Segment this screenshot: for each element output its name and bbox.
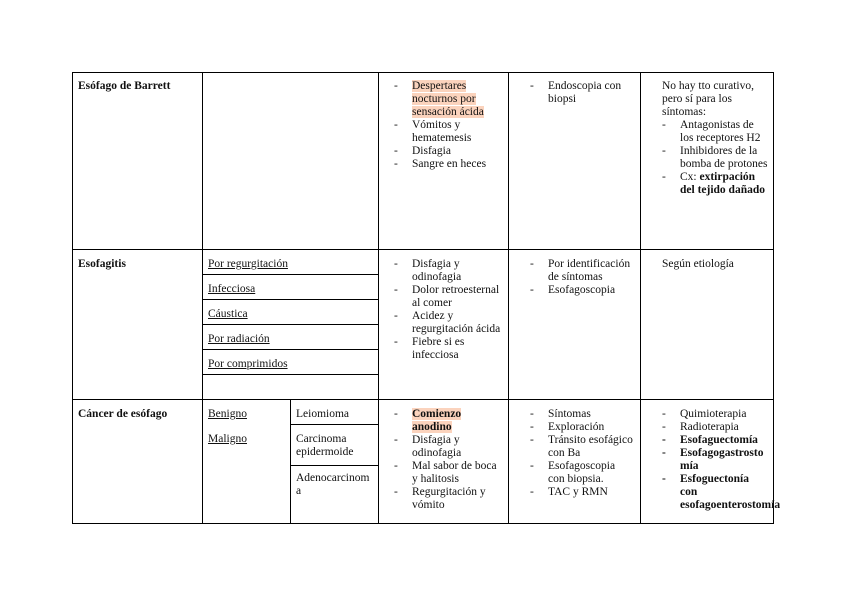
list-item: - Esofagoscopia con biopsia. (530, 460, 634, 486)
type-divider (202, 349, 378, 350)
cancer-benigno: Benigno (208, 408, 247, 420)
subtype-adenocarcinoma: Adenocarcinoma (296, 472, 370, 497)
barrett-treatment (662, 80, 768, 197)
type-regurgitacion: Por regurgitación (208, 258, 288, 270)
list-item: - Esfoguectonía con esofagoenterostomía (662, 473, 768, 512)
list-item: - Por identificación de síntomas (530, 258, 634, 284)
list-item: - Disfagia y odinofagia (394, 258, 502, 284)
table-border-right (773, 72, 774, 524)
type-caustica: Cáustica (208, 308, 248, 320)
table-border-left (72, 72, 73, 524)
list-item: - Síntomas (530, 408, 634, 421)
list-item: - Radioterapia (662, 421, 768, 434)
list-item: - Esofagoscopia (530, 284, 634, 297)
row-divider-2 (72, 399, 774, 400)
list-item: - Disfagia (394, 145, 502, 158)
cancer-symptoms (394, 408, 502, 512)
type-divider (202, 324, 378, 325)
col-divider-3 (508, 72, 509, 524)
row-title-cancer: Cáncer de esófago (78, 408, 168, 420)
esofagitis-diagnosis (530, 258, 634, 297)
list-item: - Dolor retroesternal al comer (394, 284, 502, 310)
list-item: - Tránsito esofágico con Ba (530, 434, 634, 460)
type-divider (202, 374, 378, 375)
type-radiacion: Por radiación (208, 333, 270, 345)
list-item: - Antagonistas de los receptores H2 (662, 119, 768, 145)
row-title-barrett: Esófago de Barrett (78, 80, 171, 92)
comparison-table (72, 72, 781, 524)
table-border-top (72, 72, 774, 73)
type-infecciosa: Infecciosa (208, 283, 256, 295)
row-title-esofagitis: Esofagitis (78, 258, 126, 270)
esofagitis-treatment: Según etiología (662, 258, 734, 270)
col-divider-2 (378, 72, 379, 524)
list-item: - Quimioterapia (662, 408, 768, 421)
list-item: - Endoscopia con biopsi (530, 80, 634, 106)
list-item: - Fiebre si es infecciosa (394, 336, 502, 362)
list-item: - Disfagia y odinofagia (394, 434, 502, 460)
col-divider-1 (202, 72, 203, 524)
list-item: - Vómitos y hematemesis (394, 119, 502, 145)
type-divider (202, 274, 378, 275)
barrett-diagnosis (530, 80, 634, 106)
cancer-diagnosis (530, 408, 634, 499)
list-item: - Acidez y regurgitación ácida (394, 310, 502, 336)
subtype-divider (290, 465, 378, 466)
list-item: - TAC y RMN (530, 486, 634, 499)
treatment-intro: No hay tto curativo, pero sí para los síntomas: (662, 80, 754, 118)
col-divider-sub (290, 399, 291, 524)
list-item: - Cx: extirpación del tejido dañado (662, 171, 768, 197)
subtype-carcinoma: Carcinoma epidermoide (296, 433, 354, 458)
list-item: - Sangre en heces (394, 158, 502, 171)
list-item: - Exploración (530, 421, 634, 434)
list-item: - Esofagogastrostomía (662, 447, 768, 473)
type-comprimidos: Por comprimidos (208, 358, 288, 370)
barrett-symptoms (394, 80, 502, 171)
subtype-divider (290, 424, 378, 425)
col-divider-4 (640, 72, 641, 524)
type-divider (202, 299, 378, 300)
list-item: - Inhibidores de la bomba de protones (662, 145, 768, 171)
row-divider-1 (72, 249, 774, 250)
esofagitis-symptoms (394, 258, 502, 362)
list-item: - Mal sabor de boca y halitosis (394, 460, 502, 486)
list-item: - Esofaguectomía (662, 434, 768, 447)
subtype-leiomioma: Leiomioma (296, 408, 350, 420)
list-item: - Regurgitación y vómito (394, 486, 502, 512)
cancer-maligno: Maligno (208, 433, 247, 445)
list-item: - Despertares nocturnos por sensación ácida (394, 80, 502, 119)
list-item: - Comienzo anodino (394, 408, 502, 434)
table-border-bottom (72, 523, 774, 524)
cancer-treatment (662, 408, 781, 512)
